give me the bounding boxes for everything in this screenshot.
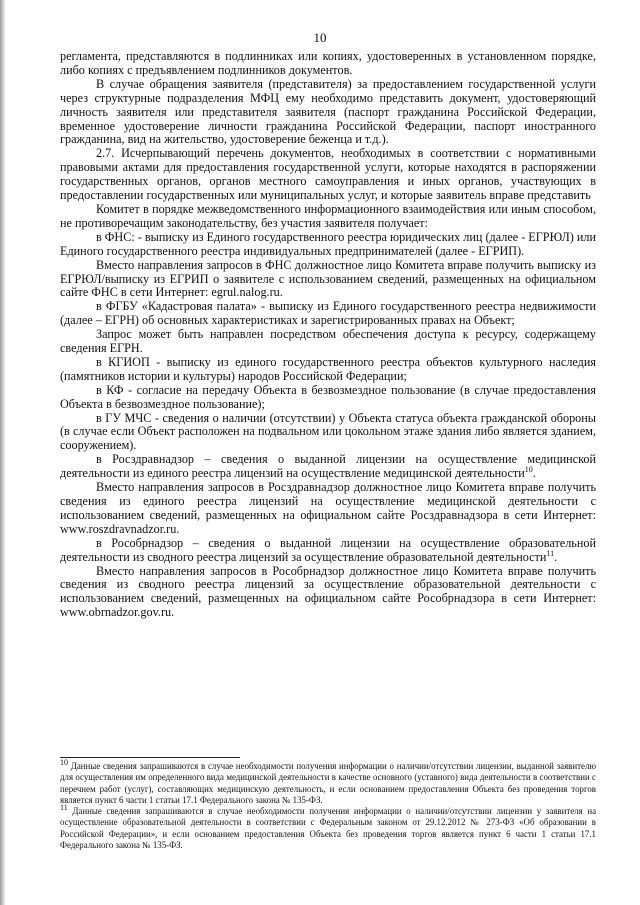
footnote-divider bbox=[60, 757, 240, 758]
footnote-ref: 10 bbox=[524, 465, 533, 475]
paragraph: Запрос может быть направлен посредством обеспечения доступа к ресурсу, содержащему сведения ЕГРН. bbox=[60, 327, 596, 356]
paragraph: В случае обращения заявителя (представителя) за предоставлением государственной услуги через структурные подразделения МФЦ ему необходимо представить документ, удостоверяющий личность заявителя или представителя заявителя (паспорт гражданина Российской Федерации, временное удостоверение личности гражданина Российской Федерации, паспорт иностранного гражданина, вид на жительство, удостоверение беженца и т.д.). bbox=[60, 76, 596, 147]
paragraph: регламента, представляются в подлинниках или копиях, удостоверенных в установленном порядке, либо копиях с предъявлением подлинников документов. bbox=[60, 49, 596, 77]
paragraph: в Росздравнадзор – сведения о выданной лицензии на осуществление медицинской деятельности из единого реестра лицензий на осуществление медицинской деятельности$^{10}$. bbox=[60, 452, 596, 481]
footnote-number: 10 bbox=[60, 758, 68, 768]
paragraph: в КФ - согласие на передачу Объекта в безвозмездное пользование (в случае предоставления Объекта в безвозмездное пользование); bbox=[60, 382, 596, 411]
paragraph: Комитет в порядке межведомственного информационного взаимодействия или иным способом, не противоречащим законодательству, без участия заявителя получает: bbox=[60, 201, 596, 230]
scan-edge bbox=[0, 0, 6, 905]
document-body bbox=[60, 50, 596, 620]
paragraph: в КГИОП - выписку из единого государственного реестра объектов культурного наследия (памятников истории и культуры) народов Российской Федерации; bbox=[60, 354, 596, 383]
footnote-ref: 11 bbox=[546, 548, 555, 558]
paragraph bbox=[60, 565, 596, 621]
page-number: 10 bbox=[313, 30, 327, 45]
footnotes bbox=[60, 758, 597, 851]
paragraph: в ФНС: - выписку из Единого государственного реестра юридических лиц (далее - ЕГРЮЛ) или Единого государственного реестра индивидуальных предпринимателей (далее - ЕГРИП). bbox=[60, 229, 596, 258]
footnote-text: Данные сведения запрашиваются в случае необходимости получения информации о наличии/отсутствии лицензии, выданной заявителю для осуществления им определенного вида медицинской деятельности в качестве основного (уставного) вида деятельности в соответствии с перечнем работ (услуг), составляющих медицинскую деятельность, и если основанием предоставления Объекта без проведения торгов является пункт 6 части 1 статьи 17.1 Федерального закона № 135-ФЗ. bbox=[60, 761, 597, 805]
paragraph: в Рособрнадзор – сведения о выданной лицензии на осуществление образовательной деятельности из сводного реестра лицензий за осуществление образовательной деятельности$^{11}$. bbox=[60, 535, 596, 564]
footnote bbox=[60, 803, 597, 851]
footnote bbox=[60, 758, 597, 806]
paragraph: в ФГБУ «Кадастровая палата» - выписку из Единого государственного реестра недвижимости (далее – ЕГРН) об основных характеристиках и зарегистрированных правах на Объект; bbox=[60, 299, 596, 328]
paragraph: 2.7. Исчерпывающий перечень документов, необходимых в соответствии с нормативными правовыми актами для предоставления государственной услуги, которые находятся в распоряжении государственных органов, органов местного самоуправления и иных органов, участвующих в предоставлении государственных или муниципальных услуг, и которые заявитель вправе представить bbox=[60, 146, 596, 203]
footnote-text: Данные сведения запрашиваются в случае необходимости получения информации о наличии/отсутствии лицензии у заявителя на осуществление образовательной деятельности в соответствии с Федеральным законом от 29.12.2012 № 273-ФЗ «Об образовании в Российской Федерации», и если основанием предоставления Объекта без проведения торгов является пункт 6 части 1 статьи 17.1 Федерального закона № 135-ФЗ. bbox=[60, 806, 597, 851]
footnote-number: 11 bbox=[60, 803, 68, 813]
paragraph: Вместо направления запросов в ФНС должностное лицо Комитета вправе получить выписку из ЕГРЮЛ/выписку из ЕГРИП о заявителе с использованием сведений, размещенных на официальном сайте ФНС в сети Интернет: egrul.nalog.ru. bbox=[60, 257, 596, 300]
paragraph bbox=[60, 481, 596, 537]
paragraph: в ГУ МЧС - сведения о наличии (отсутствии) у Объекта статуса объекта гражданской обороны (в случае если Объект расположен на подвальном или цокольном этаже здания либо является зданием, сооружением). bbox=[60, 410, 596, 453]
paragraph-text: Вместо направления запросов в Рособрнадзор должностное лицо Комитета вправе получить сведения из сводного реестра лицензий за осуществление образовательной деятельности с использованием сведений, размещенных на официальном сайте Рособрнадзора в сети Интернет: www.obrnadzor.gov.ru. bbox=[60, 563, 596, 620]
paragraph-text: Вместо направления запросов в Росздравнадзор должностное лицо Комитета вправе получить сведения из единого реестра лицензий на осуществление медицинской деятельности с использованием сведений, размещенных на официальном сайте Росздравнадзора в сети Интернет: www.roszdravnadzor.ru. bbox=[60, 480, 596, 536]
